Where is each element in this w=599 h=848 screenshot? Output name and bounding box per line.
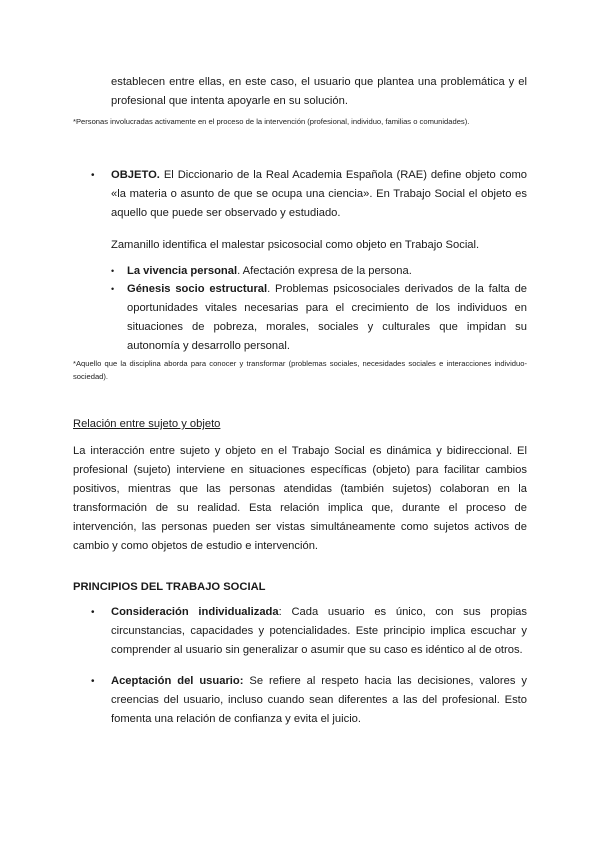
objeto-term: OBJETO. xyxy=(111,169,160,181)
principio-text: : Cada usuario es único, con sus propias circunstancias, capacidades y potencialidades. Este principio implica escuchar y comprender al usuario sin generalizar o asumir que su caso es idéntico al de otros. xyxy=(111,606,527,656)
principios-heading: PRINCIPIOS DEL TRABAJO SOCIAL xyxy=(73,581,266,593)
objeto-item-term: La vivencia personal xyxy=(127,265,238,277)
objeto-item-genesis xyxy=(127,280,527,356)
principio-text: Se refiere al respeto hacia las decisiones, valores y creencias del usuario, incluso cuando sean diferentes a las del profesional. Esto fomenta una relación de confianza y evita el juicio. xyxy=(111,675,527,725)
principio-bullet: • xyxy=(91,676,95,687)
objeto-definition: El Diccionario de la Real Academia Española (RAE) define objeto como «la materia o asunto de que se ocupa una ciencia». En Trabajo Social el objeto es aquello que puede ser observado y estudiado. xyxy=(111,169,527,219)
principio-term: Aceptación del usuario: xyxy=(111,675,244,687)
footnote-objeto: *Aquello que la disciplina aborda para conocer y transformar (problemas sociales, necesidades sociales e interacciones individuo-sociedad). xyxy=(73,359,527,381)
objeto-item-term: Génesis socio estructural xyxy=(127,283,268,295)
relacion-paragraph: La interacción entre sujeto y objeto en el Trabajo Social es dinámica y bidireccional. El profesional (sujeto) interviene en situaciones específicas (objeto) para facilitar cambios positivos, mientras que las personas atendidas (también sujetos) colaboran en la transformación de su realidad. Esta relación implica que, durante el proceso de intervención, las personas pueden ser vistas simultáneamente como sujetos activos de cambio y como objetos de estudio e intervención. xyxy=(73,445,527,552)
objeto-item-text: . Problemas psicosociales derivados de la falta de oportunidades vitales necesarias para el crecimiento de los individuos en situaciones de pobreza, morales, sociales y culturales que impidan su autonomía y desarrollo personal. xyxy=(127,283,528,352)
principio-term: Consideración individualizada xyxy=(111,606,279,618)
principio-aceptacion xyxy=(111,672,527,729)
objeto-item-text: . Afectación expresa de la persona. xyxy=(237,265,412,277)
objeto-item-bullet: • xyxy=(111,284,115,294)
zamanillo-paragraph: Zamanillo identifica el malestar psicosocial como objeto en Trabajo Social. xyxy=(111,239,480,251)
principio-consideracion xyxy=(111,603,527,660)
objeto-paragraph xyxy=(111,166,527,223)
objeto-item-bullet: • xyxy=(111,266,115,276)
objeto-item-vivencia xyxy=(127,262,527,281)
principio-bullet: • xyxy=(91,607,95,618)
objeto-bullet: • xyxy=(91,170,95,181)
relacion-heading: Relación entre sujeto y objeto xyxy=(73,418,221,430)
intro-paragraph: establecen entre ellas, en este caso, el usuario que plantea una problemática y el profesional que intenta apoyarle en su solución. xyxy=(111,76,527,107)
footnote-sujeto: *Personas involucradas activamente en el proceso de la intervención (profesional, individuo, familias o comunidades). xyxy=(73,117,470,126)
